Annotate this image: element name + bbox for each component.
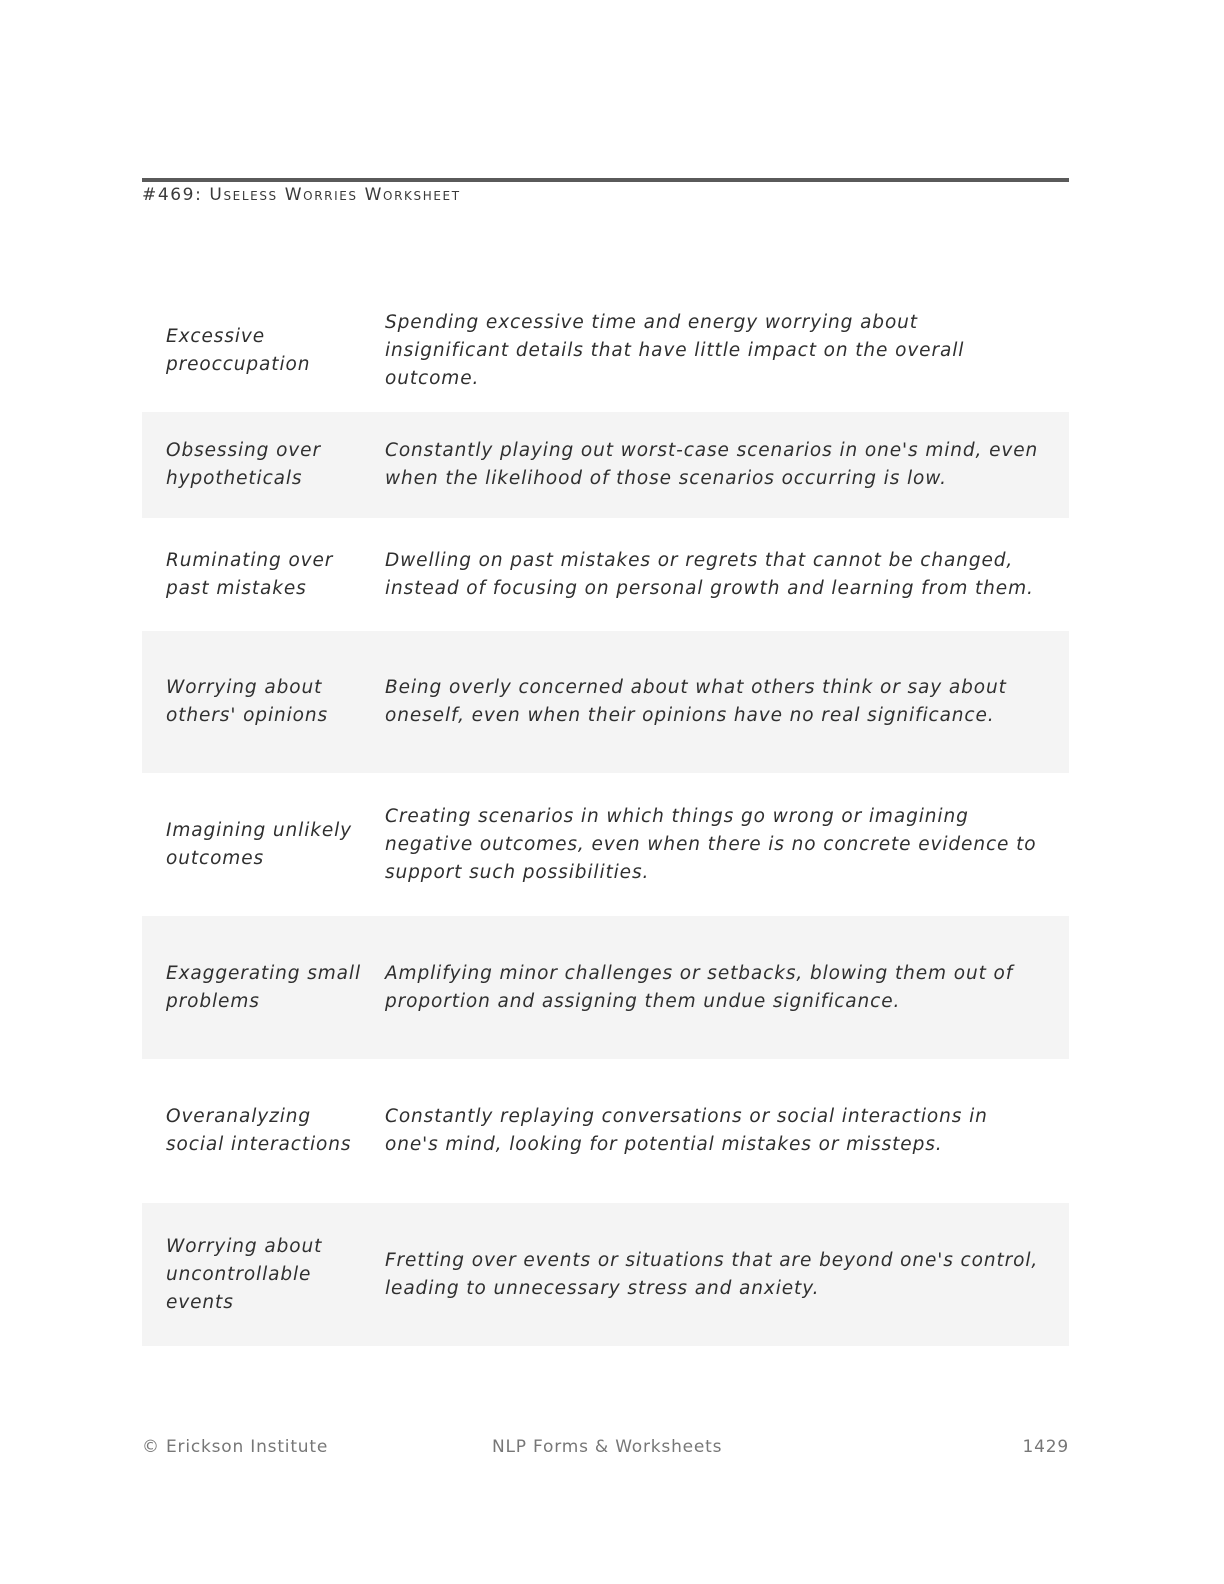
worry-description: Creating scenarios in which things go wrong or imagining negative outcomes, even when there is no concrete evidence to support such possibilities.: [385, 805, 1037, 883]
worry-term: Imagining unlikely outcomes: [166, 819, 353, 869]
table-row: [142, 773, 1069, 916]
table-row: [142, 412, 1069, 518]
page-title: #469: Useless Worries Worksheet: [142, 185, 461, 205]
worry-term: Worrying about others' opinions: [166, 677, 329, 726]
table-row: [142, 1203, 1069, 1346]
worry-description: Spending excessive time and energy worrying about insignificant details that have little impact on the overall outcome.: [385, 312, 965, 389]
table-row: [142, 916, 1069, 1059]
worry-term: Ruminating over past mistakes: [166, 549, 334, 599]
worry-term: Exaggerating small problems: [166, 962, 362, 1012]
worry-description: Constantly playing out worst-case scenarios in one's mind, even when the likelihood of those scenarios occurring is low.: [385, 440, 1039, 489]
worry-description: Fretting over events or situations that are beyond one's control, leading to unnecessary stress and anxiety.: [385, 1249, 1039, 1299]
table-row: [142, 518, 1069, 631]
worry-term: Overanalyzing social interactions: [166, 1106, 352, 1155]
worry-description: Amplifying minor challenges or setbacks, blowing them out of proportion and assigning them undue significance.: [385, 962, 1014, 1012]
page-number: 1429: [1022, 1437, 1069, 1457]
worry-description: Constantly replaying conversations or social interactions in one's mind, looking for potential mistakes or missteps.: [385, 1106, 988, 1155]
footer-book-title: NLP Forms & Worksheets: [492, 1437, 723, 1457]
table-row: [142, 631, 1069, 773]
worry-term: Excessive preoccupation: [166, 326, 311, 375]
worry-description: Being overly concerned about what others think or say about oneself, even when their opinions have no real significance.: [385, 677, 1007, 726]
header-rule: [142, 178, 1069, 182]
worry-term: Worrying about uncontrollable events: [166, 1235, 323, 1313]
worries-table: [142, 290, 1069, 1346]
worry-term: Obsessing over hypotheticals: [166, 440, 321, 489]
table-row: [142, 290, 1069, 412]
footer-copyright: © Erickson Institute: [142, 1437, 329, 1457]
worry-description: Dwelling on past mistakes or regrets that cannot be changed, instead of focusing on personal growth and learning from them.: [385, 549, 1034, 599]
table-row: [142, 1059, 1069, 1203]
